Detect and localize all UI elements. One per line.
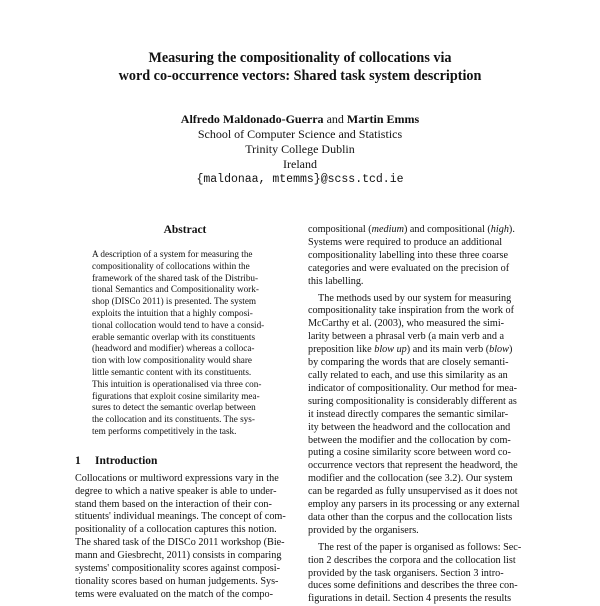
author-2: Martin Emms — [346, 112, 420, 126]
body-line: data other than the corpus and the collocation lists — [308, 511, 513, 523]
body-line: compositionality labelling into these three coarse — [308, 249, 509, 261]
body-line: degree to which a native speaker is able to under- — [75, 485, 277, 497]
section-1-title: Introduction — [95, 454, 158, 467]
body-line: occurrence vectors that represent the headword, the — [308, 460, 518, 472]
abstract-line: This intuition is operationalised via three con- — [92, 378, 262, 389]
abstract-line: erable semantic overlap with its constituents — [92, 331, 256, 342]
body-line: it instead directly compares the semantic similar- — [308, 408, 509, 420]
abstract-line: figurations that exploit cosine similarity mea- — [92, 390, 260, 401]
body-line: ity between the headword and the collocation and — [308, 421, 511, 433]
text-run: ) and compositional ( — [403, 224, 491, 235]
body-line: mann and Giesbrecht, 2011) consists in comparing — [75, 550, 282, 562]
body-line: employ any parsers in its processing or any external — [308, 499, 520, 511]
body-line: The shared task of the DISCo 2011 workshop (Bie- — [75, 537, 285, 549]
left-column — [75, 224, 295, 602]
abstract-line: tion with low compositionality would share — [92, 355, 253, 366]
abstract-line: exploits the intuition that a highly composi- — [92, 307, 253, 318]
abstract-line: tional collocation would tend to have a consid- — [92, 319, 265, 330]
abstract-line: sures to detect the semantic overlap between — [92, 402, 256, 413]
body-line: between the modifier and the collocation by com- — [308, 434, 511, 446]
text-run: ) and its main verb ( — [406, 344, 490, 356]
text-run: ). — [508, 224, 515, 235]
body-line: stituents' individual meanings. The concept of com- — [75, 511, 286, 523]
abstract-body — [92, 249, 278, 438]
body-line: tems were evaluated on the match of the compo- — [75, 588, 274, 600]
body-line: suring compositionality is considerably different as — [308, 395, 517, 407]
abstract-line: tem performs competitively in the task. — [92, 425, 237, 436]
body-line: this labelling. — [308, 275, 364, 287]
body-line: positionality of a collocation captures this notion. — [75, 524, 277, 536]
abstract-line: little semantic content with its constituents. — [92, 366, 252, 377]
right-column — [308, 224, 534, 606]
body-line: by comparing the words that are closely semanti- — [308, 357, 509, 369]
body-line: cally related to each, and use this similarity as an — [308, 369, 508, 381]
body-line: can be regarded as fully unsupervised as it does not — [308, 486, 518, 498]
body-line: provided by the organisers. — [308, 524, 419, 536]
abstract-heading: Abstract — [163, 224, 207, 236]
section-1-heading — [75, 455, 295, 467]
body-line — [308, 344, 534, 357]
body-line: larity between a phrasal verb (a main verb and a — [308, 331, 505, 343]
body-line: indicator of compositionality. Our method for mea- — [308, 382, 517, 394]
body-line: modifier and the collocation (see 3.2). Our system — [308, 473, 513, 485]
body-line: puting a cosine similarity score between word co- — [308, 447, 511, 459]
body-line — [308, 224, 534, 237]
right-column-body — [308, 224, 534, 606]
author-conjunction: and — [326, 112, 344, 126]
author-email: {maldonaa, mtemms}@scss.tcd.ie — [196, 173, 404, 186]
section-1-number: 1 — [75, 454, 81, 467]
body-line: tion 2 describes the corpora and the collocation list — [308, 554, 516, 566]
author-1: Alfredo Maldonado-Guerra — [180, 112, 324, 126]
title-line-1: Measuring the compositionality of collocations via — [148, 50, 452, 66]
text-run: ) — [508, 344, 513, 356]
abstract-line: (headword and modifier) whereas a colloca- — [92, 343, 255, 354]
body-line: compositionality take inspiration from the work of — [308, 305, 514, 317]
body-line: figurations in detail. Section 4 presents the results — [308, 593, 512, 605]
body-line: tionality scores based on human judgements. Sys- — [75, 576, 279, 587]
body-line: duces some definitions and describes the three con- — [308, 580, 518, 592]
italic-term: blow — [489, 344, 509, 356]
affiliation-college: Trinity College Dublin — [245, 142, 355, 156]
body-line: provided by the task organisers. Section 3 intro- — [308, 567, 504, 579]
affiliation-country: Ireland — [283, 157, 317, 171]
abstract-line: framework of the shared task of the Distribu- — [92, 272, 259, 283]
title-line-2: word co-occurrence vectors: Shared task system description — [118, 67, 482, 84]
author-names — [0, 112, 600, 127]
text-run: preposition like — [308, 344, 375, 356]
body-line: stand them based on the interaction of their con- — [75, 498, 272, 510]
body-line: Collocations or multiword expressions vary in the — [75, 472, 279, 484]
abstract-line: tional Semantics and Compositionality work- — [92, 284, 259, 295]
body-line: The methods used by our system for measuring — [318, 292, 512, 304]
body-line: categories and were evaluated on the precision of — [308, 262, 510, 274]
italic-term: high — [490, 224, 509, 235]
section-1-body — [75, 473, 295, 602]
abstract-line: shop (DISCo 2011) is presented. The system — [92, 296, 257, 307]
author-block — [0, 112, 600, 187]
body-line: Systems were required to produce an additional — [308, 236, 503, 248]
abstract-line: A description of a system for measuring the — [92, 249, 253, 259]
body-line: systems' compositionality scores against composi- — [75, 563, 280, 575]
affiliation-school: School of Computer Science and Statistics — [197, 127, 403, 141]
italic-term: medium — [371, 224, 404, 235]
body-line: The rest of the paper is organised as follows: Sec- — [318, 541, 522, 553]
body-line: McCarthy et al. (2003), who measured the simi- — [308, 318, 505, 330]
text-run: compositional ( — [308, 224, 372, 235]
abstract-line: compositionality of collocations within the — [92, 260, 250, 271]
paper-title — [0, 50, 600, 85]
italic-term: blow up — [374, 344, 407, 356]
abstract-line: the collocation and its constituents. The sys- — [92, 414, 255, 425]
